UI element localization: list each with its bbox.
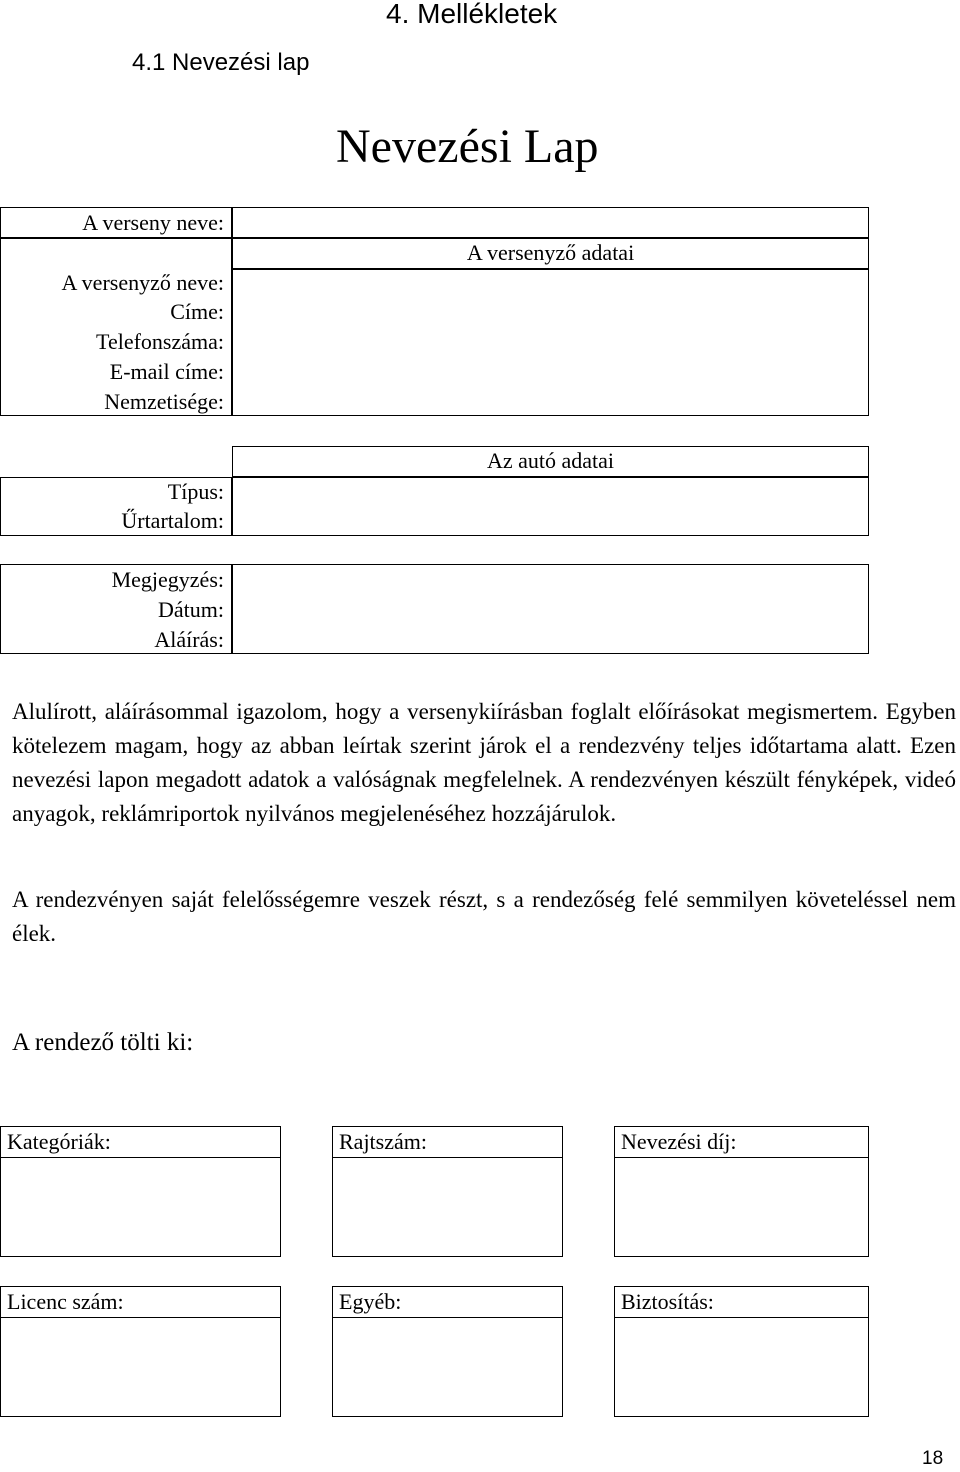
signature-label: Aláírás: bbox=[154, 627, 224, 652]
other-header: Egyéb: bbox=[332, 1286, 563, 1318]
insurance-field[interactable] bbox=[614, 1317, 869, 1417]
competitor-heading: A versenyző adatai bbox=[466, 240, 635, 265]
remark-label: Megjegyzés: bbox=[111, 567, 224, 592]
address-label: Címe: bbox=[170, 299, 224, 324]
competition-name-field[interactable] bbox=[232, 207, 869, 238]
section-heading: 4.1 Nevezési lap bbox=[132, 49, 310, 76]
organizer-heading: A rendező tölti ki: bbox=[12, 1029, 194, 1056]
nationality-label: Nemzetisége: bbox=[104, 389, 224, 414]
competitor-data-field[interactable] bbox=[232, 269, 869, 416]
competitor-name-label: A versenyző neve: bbox=[61, 270, 224, 295]
license-number-header: Licenc szám: bbox=[0, 1286, 281, 1318]
entry-fee-field[interactable] bbox=[614, 1157, 869, 1257]
declaration-paragraph-2: A rendezvényen saját felelősségemre veszek részt, s a rendezőség felé semmilyen követeléssel nem élek. bbox=[12, 887, 956, 946]
misc-data-field[interactable] bbox=[232, 564, 869, 654]
entry-fee-header: Nevezési díj: bbox=[614, 1126, 869, 1158]
engine-capacity-label: Űrtartalom: bbox=[121, 508, 224, 533]
category-field[interactable] bbox=[0, 1157, 281, 1257]
car-heading: Az autó adatai bbox=[486, 448, 615, 473]
phone-label: Telefonszáma: bbox=[96, 329, 224, 354]
chapter-heading: 4. Mellékletek bbox=[386, 0, 558, 29]
declaration-paragraph-1: Alulírott, aláírásommal igazolom, hogy a versenykiírásban foglalt előírásokat megismertem. Egyben kötelezem magam, hogy az abban leírtak szerint járok el a rendezvény teljes időtartama alatt. Ezen nevezési lapon megadott adatok a valóságnak megfelelnek. A rendezvényen készült fényképek, videó anyagok, reklámriportok nyilvános megjelenéséhez hozzájárulok. bbox=[12, 699, 956, 826]
email-label: E-mail címe: bbox=[109, 359, 224, 384]
competition-name-label: A verseny neve: bbox=[82, 210, 224, 235]
insurance-header: Biztosítás: bbox=[614, 1286, 869, 1318]
category-header: Kategóriák: bbox=[0, 1126, 281, 1158]
start-number-header: Rajtszám: bbox=[332, 1126, 563, 1158]
page-title: Nevezési Lap bbox=[336, 120, 599, 173]
page-number: 18 bbox=[922, 1448, 944, 1469]
start-number-field[interactable] bbox=[332, 1157, 563, 1257]
car-data-field[interactable] bbox=[232, 477, 869, 536]
other-field[interactable] bbox=[332, 1317, 563, 1417]
license-number-field[interactable] bbox=[0, 1317, 281, 1417]
date-label: Dátum: bbox=[158, 597, 224, 622]
car-type-label: Típus: bbox=[167, 479, 224, 504]
